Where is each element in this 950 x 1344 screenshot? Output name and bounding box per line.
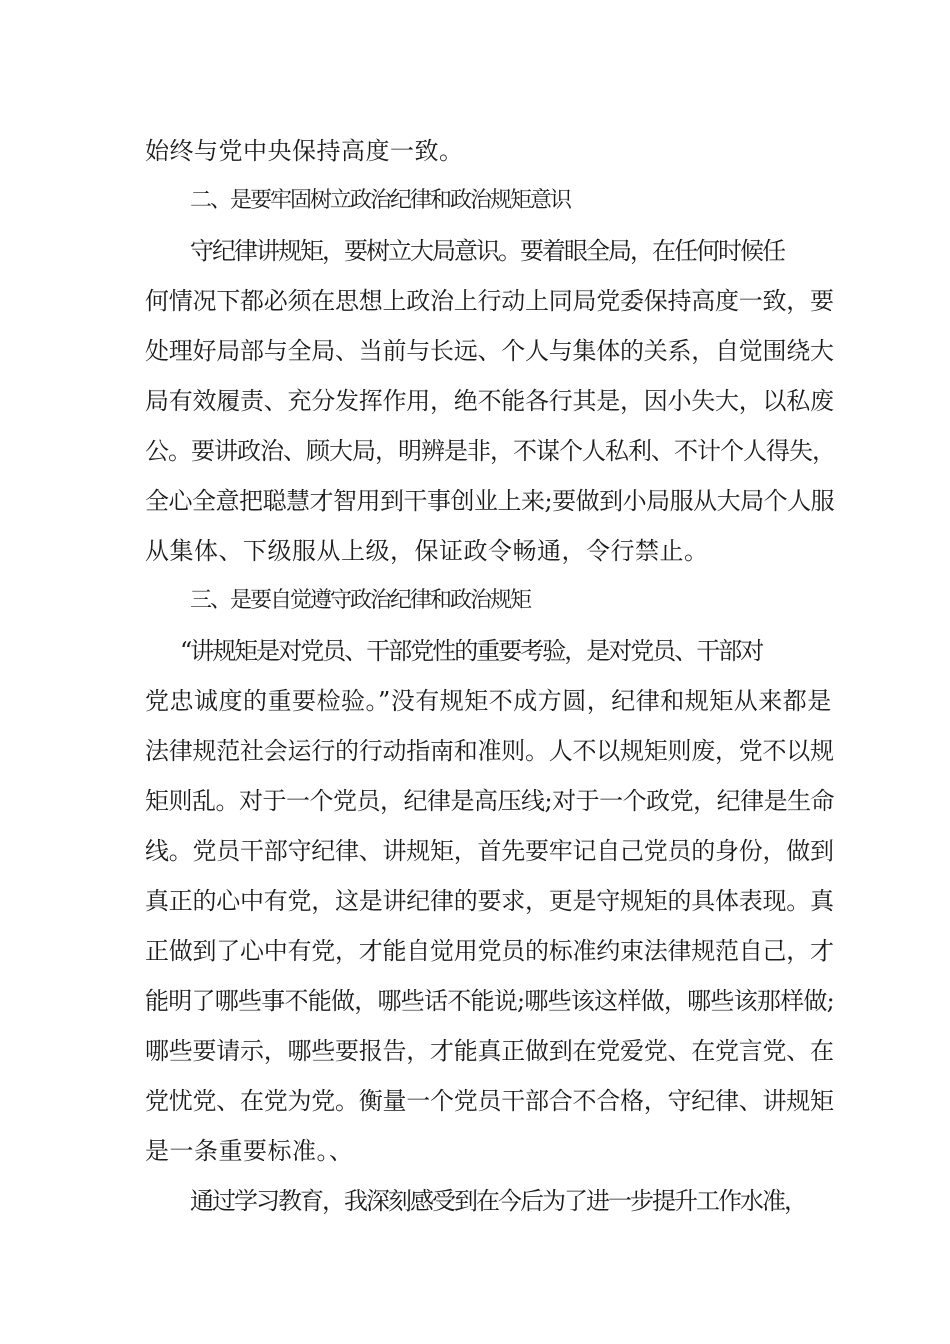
paragraph-line: 全心全意把聪慧才智用到干事创业上来;要做到小局服从大局个人服 [145, 487, 835, 515]
paragraph-line: 处理好局部与全局、当前与长远、个人与集体的关系，自觉围绕大 [145, 337, 834, 365]
paragraph-line: 从集体、下级服从上级，保证政令畅通，令行禁止。 [145, 537, 709, 565]
paragraph-line: 通过学习教育，我深刻感受到在今后为了进一步提升工作水准， [190, 1187, 806, 1215]
paragraph-line: 党忠诚度的重要检验。”没有规矩不成方圆，纪律和规矩从来都是 [145, 687, 832, 715]
paragraph-line: 能明了哪些事不能做，哪些话不能说;哪些该这样做，哪些该那样做; [145, 987, 834, 1015]
paragraph-line: 局有效履责、充分发挥作用，绝不能各行其是，因小失大，以私废 [145, 387, 834, 415]
paragraph-line: 是一条重要标准。、 [145, 1137, 354, 1165]
paragraph-line: 法律规范社会运行的行动指南和准则。人不以规矩则废，党不以规 [145, 737, 834, 765]
paragraph-line: 线。党员干部守纪律、讲规矩，首先要牢记自己党员的身份，做到 [145, 837, 834, 865]
paragraph-line: 始终与党中央保持高度一致。 [145, 137, 464, 165]
section-heading: 三、是要自觉遵守政治纪律和政治规矩 [190, 588, 531, 613]
paragraph-line: 哪些要请示，哪些要报告，才能真正做到在党爱党、在党言党、在 [145, 1037, 834, 1065]
paragraph-line: 正做到了心中有党，才能自觉用党员的标准约束法律规范自己，才 [145, 937, 834, 965]
section-heading: 二、是要牢固树立政治纪律和政治规矩意识 [190, 188, 571, 213]
paragraph-line: 何情况下都必须在思想上政治上行动上同局党委保持高度一致，要 [145, 287, 834, 315]
paragraph-line: 公。要讲政治、顾大局，明辨是非，不谋个人私利、不计个人得失， [145, 437, 835, 465]
paragraph-line: 真正的心中有党，这是讲纪律的要求，更是守规矩的具体表现。真 [145, 887, 834, 915]
paragraph-line: 党忧党、在党为党。衡量一个党员干部合不合格，守纪律、讲规矩 [145, 1087, 834, 1115]
paragraph-line: 矩则乱。对于一个党员，纪律是高压线;对于一个政党，纪律是生命 [145, 787, 835, 815]
paragraph-line: 守纪律讲规矩，要树立大局意识。要着眼全局，在任何时候任 [190, 237, 784, 265]
paragraph-line: “讲规矩是对党员、干部党性的重要考验，是对党员、干部对 [180, 637, 763, 665]
